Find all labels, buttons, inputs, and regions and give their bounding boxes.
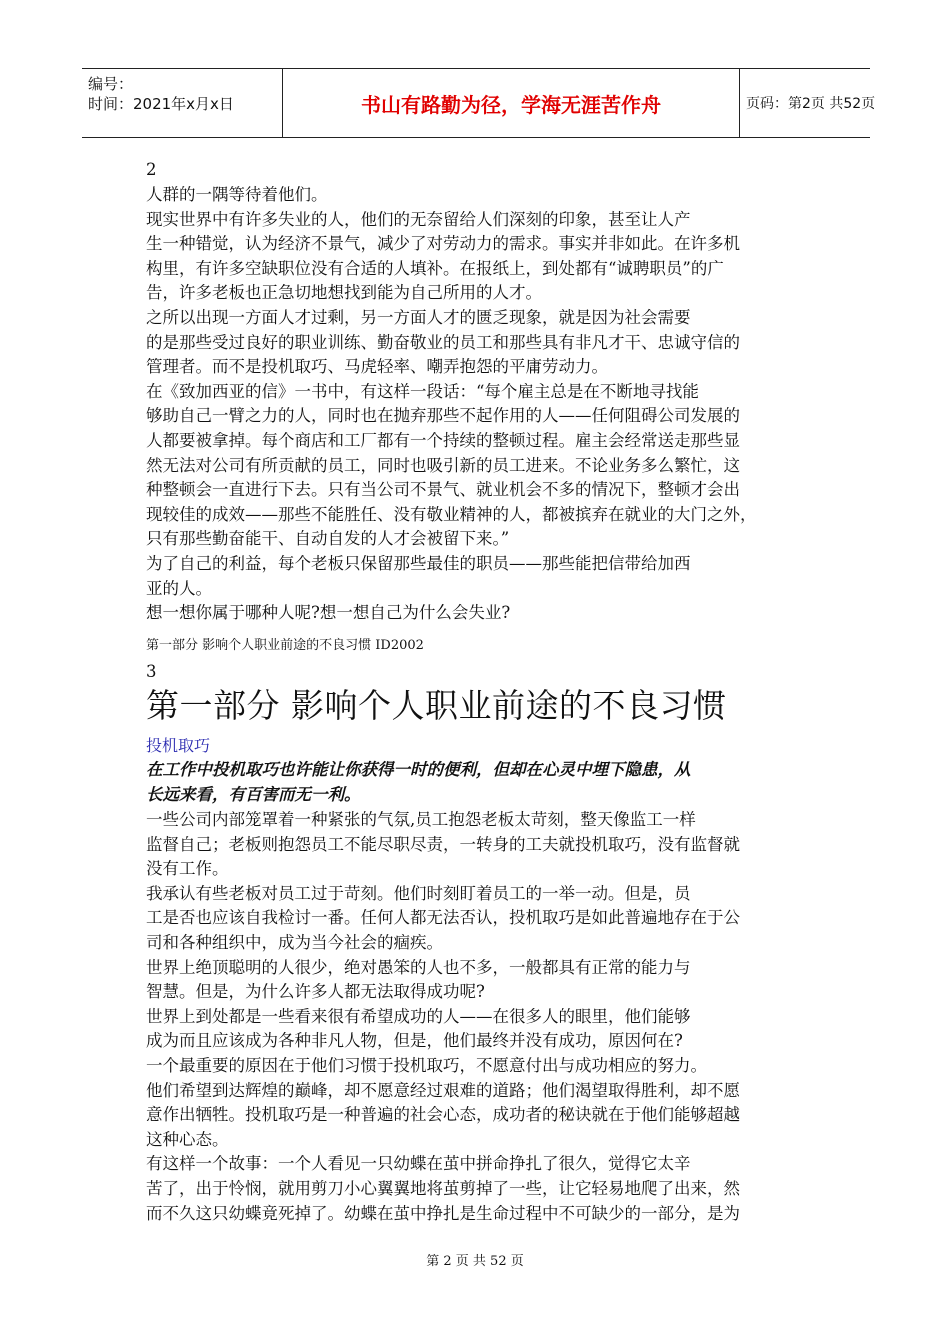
text-line: 之所以出现一方面人才过剩，另一方面人才的匮乏现象，就是因为社会需要 <box>146 308 691 327</box>
text-line: 构里，有许多空缺职位没有合适的人填补。在报纸上，到处都有“诚聘职员”的广 <box>146 258 724 278</box>
section-heading: 第一部分 影响个人职业前途的不良习惯 <box>146 686 727 725</box>
page-number: 3 <box>146 662 157 681</box>
text-line: 司和各种组织中，成为当今社会的痼疾。 <box>146 933 443 952</box>
text-line: 生一种错觉，认为经济不景气，减少了对劳动力的需求。事实并非如此。在许多机 <box>146 234 740 254</box>
text-line: 苦了，出于怜悯，就用剪刀小心翼翼地将茧剪掉了一些，让它轻易地爬了出来，然 <box>146 1179 740 1198</box>
text-line: 亚的人。 <box>146 578 212 598</box>
text-line: 成为而且应该成为各种非凡人物，但是，他们最终并没有成功，原因何在? <box>146 1031 683 1051</box>
page-header <box>82 68 876 138</box>
text-line: 他们希望到达辉煌的巅峰，却不愿意经过艰难的道路；他们渴望取得胜利，却不愿 <box>146 1080 740 1100</box>
text-line: 种整顿会一直进行下去。只有当公司不景气、就业机会不多的情况下，整顿才会出 <box>146 480 740 500</box>
text-line: 在工作中投机取巧也许能让你获得一时的便利，但却在心灵中埋下隐患，从 <box>146 760 691 779</box>
text-line: 为了自己的利益，每个老板只保留那些最佳的职员——那些能把信带给加西 <box>146 554 691 573</box>
text-line: 这种心态。 <box>146 1129 229 1149</box>
text-line: 而不久这只幼蝶竟死掉了。幼蝶在茧中挣扎是生命过程中不可缺少的一部分，是为 <box>146 1203 740 1223</box>
text-line: 人都要被拿掉。每个商店和工厂都有一个持续的整顿过程。雇主会经常送走那些显 <box>146 431 740 450</box>
page-number: 2 <box>146 160 157 179</box>
text-line: 现较佳的成效——那些不能胜任、没有敬业精神的人，都被摈弃在就业的大门之外， <box>146 504 757 524</box>
text-line: 人群的一隅等待着他们。 <box>146 185 328 204</box>
text-line: 智慧。但是，为什么许多人都无法取得成功呢? <box>146 982 485 1002</box>
header-page-info: 页码：第2页 共52页 <box>746 96 876 112</box>
text-line: 世界上到处都是一些看来很有希望成功的人——在很多人的眼里，他们能够 <box>146 1006 691 1026</box>
header-motto: 书山有路勤为径，学海无涯苦作舟 <box>282 69 740 137</box>
text-line: 够助自己一臂之力的人，同时也在抛弃那些不起作用的人——任何阻碍公司发展的 <box>146 406 740 426</box>
text-line: 管理者。而不是投机取巧、马虎轻率、嘲弄抱怨的平庸劳动力。 <box>146 357 608 377</box>
text-line: 的是那些受过良好的职业训练、勤奋敬业的员工和那些具有非凡才干、忠诚守信的 <box>146 332 740 352</box>
text-line: 我承认有些老板对员工过于苛刻。他们时刻盯着员工的一举一动。但是，员 <box>146 883 691 903</box>
text-line: 想一想你属于哪种人呢?想一想自己为什么会失业? <box>146 603 511 623</box>
text-line: 监督自己；老板则抱怨员工不能尽职尽责，一转身的工夫就投机取巧，没有监督就 <box>146 834 740 854</box>
subheading: 投机取巧 <box>146 736 211 755</box>
text-line: 在《致加西亚的信》一书中，有这样一段话：“每个雇主总是在不断地寻找能 <box>146 381 699 401</box>
text-line: 长远来看，有百害而无一利。 <box>146 785 361 804</box>
number-label: 编号： <box>88 75 134 93</box>
section-note: 第一部分 影响个人职业前途的不良习惯 ID2002 <box>146 638 424 653</box>
text-line: 现实世界中有许多失业的人，他们的无奈留给人们深刻的印象，甚至让人产 <box>146 209 691 229</box>
text-line: 有这样一个故事：一个人看见一只幼蝶在茧中拼命挣扎了很久，觉得它太辛 <box>146 1154 691 1174</box>
text-line: 世界上绝顶聪明的人很少，绝对愚笨的人也不多，一般都具有正常的能力与 <box>146 957 691 977</box>
text-line: 一些公司内部笼罩着一种紧张的气氛,员工抱怨老板太苛刻，整天像监工一样 <box>146 810 696 829</box>
text-line: 意作出牺牲。投机取巧是一种普遍的社会心态，成功者的秘诀就在于他们能够超越 <box>146 1105 740 1125</box>
text-line: 告，许多老板也正急切地想找到能为自己所用的人才。 <box>146 283 542 303</box>
page-footer: 第 2 页 共 52 页 <box>426 1254 524 1269</box>
header-meta <box>82 69 282 137</box>
text-line: 工是否也应该自我检讨一番。任何人都无法否认，投机取巧是如此普遍地存在于公 <box>146 908 740 928</box>
text-line: 只有那些勤奋能干、自动自发的人才会被留下来。” <box>146 529 510 549</box>
text-line: 没有工作。 <box>146 859 229 879</box>
text-line: 一个最重要的原因在于他们习惯于投机取巧，不愿意付出与成功相应的努力。 <box>146 1056 707 1075</box>
time-label: 时间：2021年x月x日 <box>88 95 234 113</box>
text-line: 然无法对公司有所贡献的员工，同时也吸引新的员工进来。不论业务多么繁忙，这 <box>146 455 740 475</box>
